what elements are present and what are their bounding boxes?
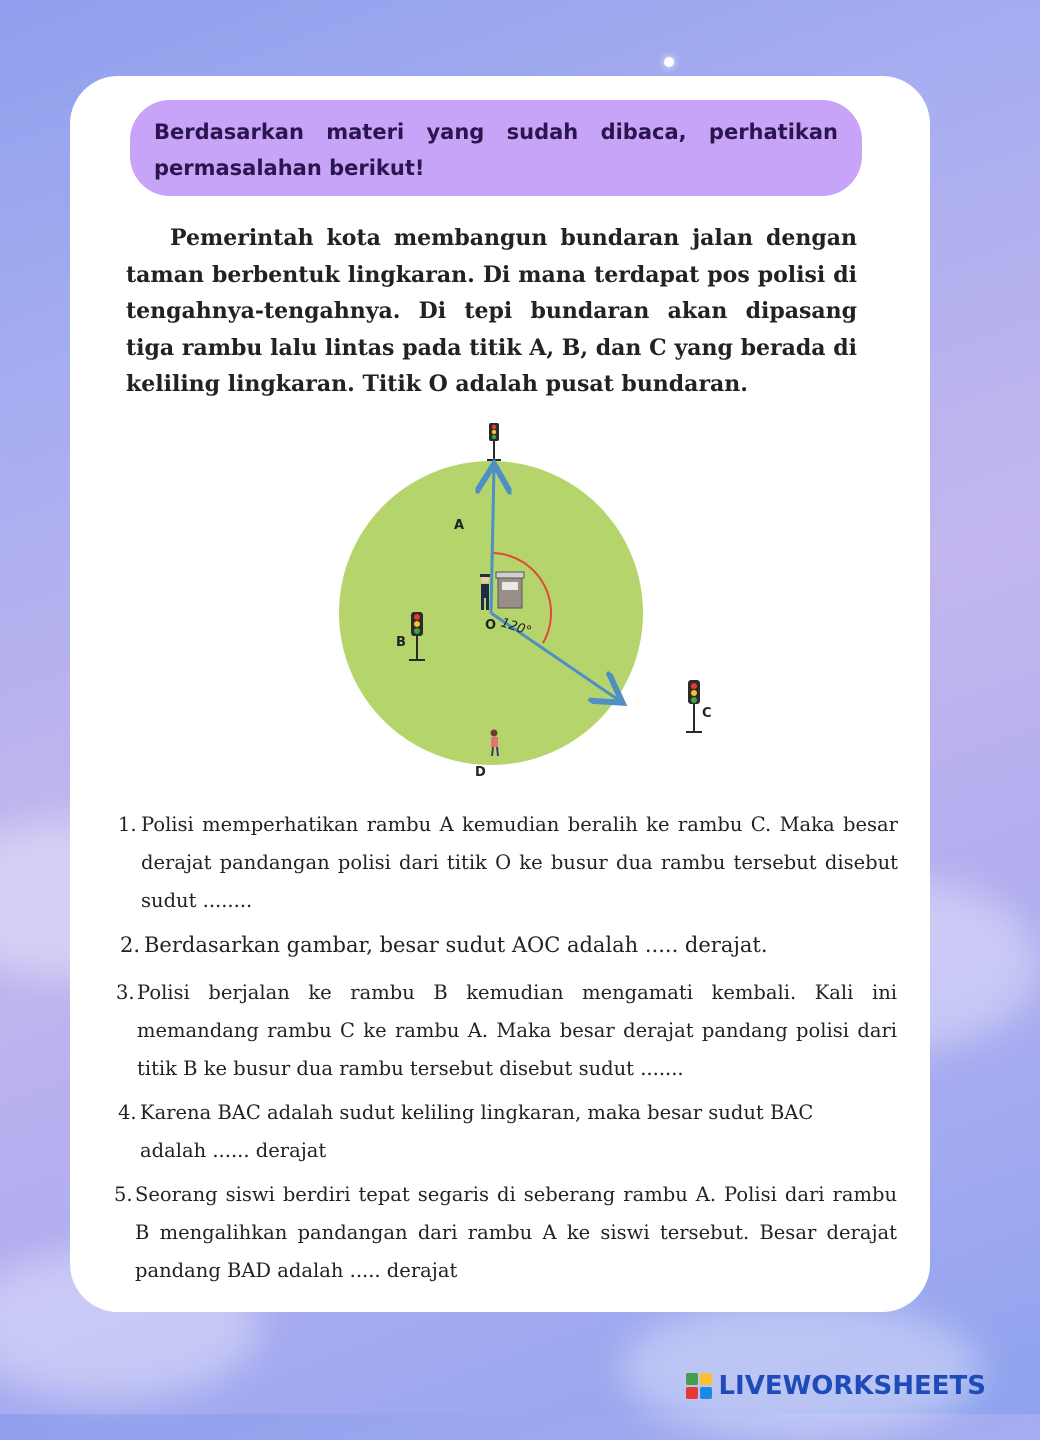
label-o: O (485, 618, 497, 633)
question-text: Karena BAC adalah sudut keliling lingkaran, maka besar sudut BAC adalah ...... derajat (140, 1101, 814, 1162)
question-item (114, 1176, 897, 1290)
question-item (116, 974, 897, 1088)
angle-label: 120° (498, 615, 534, 640)
roundabout-diagram (310, 416, 712, 796)
question-text: Polisi berjalan ke rambu B kemudian mengamati kembali. Kali ini memandang rambu C ke rambu A. Maka besar derajat pandang polisi dari titik B ke busur dua rambu tersebut disebut sudut ....... (137, 981, 897, 1080)
brand-name: LIVEWORKSHEETS (718, 1371, 986, 1401)
question-text: Polisi memperhatikan rambu A kemudian beralih ke rambu C. Maka besar derajat pandangan polisi dari titik O ke busur dua rambu tersebut disebut sudut ........ (141, 813, 898, 912)
question-number: 2. (120, 933, 141, 957)
question-number: 3. (116, 981, 135, 1004)
label-c: C (702, 706, 712, 721)
question-item (118, 1094, 848, 1170)
question-number: 5. (114, 1183, 133, 1206)
question-text: Seorang siswi berdiri tepat segaris di seberang rambu A. Polisi dari rambu B mengalihkan pandangan dari rambu A ke siswi tersebut. Besar derajat pandang BAD adalah ..... derajat (135, 1183, 897, 1282)
question-text: Berdasarkan gambar, besar sudut AOC adalah ..... derajat. (144, 933, 768, 957)
traffic-light-a-icon (487, 423, 501, 460)
question-item (118, 806, 898, 920)
question-number: 1. (118, 813, 137, 836)
problem-statement: Pemerintah kota membangun bundaran jalan dengan taman berbentuk lingkaran. Di mana terdapat pos polisi di tengahnya-tengahnya. Di tepi bundaran akan dipasang tiga rambu lalu lintas pada titik A, B, dan C yang berada di keliling lingkaran. Titik O adalah pusat bundaran. (126, 225, 857, 397)
label-d: D (475, 765, 486, 780)
police-post-icon (496, 572, 524, 608)
question-number: 4. (118, 1101, 137, 1124)
worksheet-card (70, 76, 930, 1312)
liveworksheets-logo-icon (686, 1373, 712, 1399)
instruction-text: Berdasarkan materi yang sudah dibaca, perhatikan permasalahan berikut! (154, 120, 838, 180)
label-a: A (454, 518, 465, 533)
liveworksheets-brand (686, 1366, 986, 1406)
question-item (120, 926, 900, 964)
instruction-banner (130, 100, 862, 196)
star-icon (664, 57, 674, 67)
label-b: B (396, 635, 406, 650)
traffic-light-c-icon (686, 680, 702, 732)
